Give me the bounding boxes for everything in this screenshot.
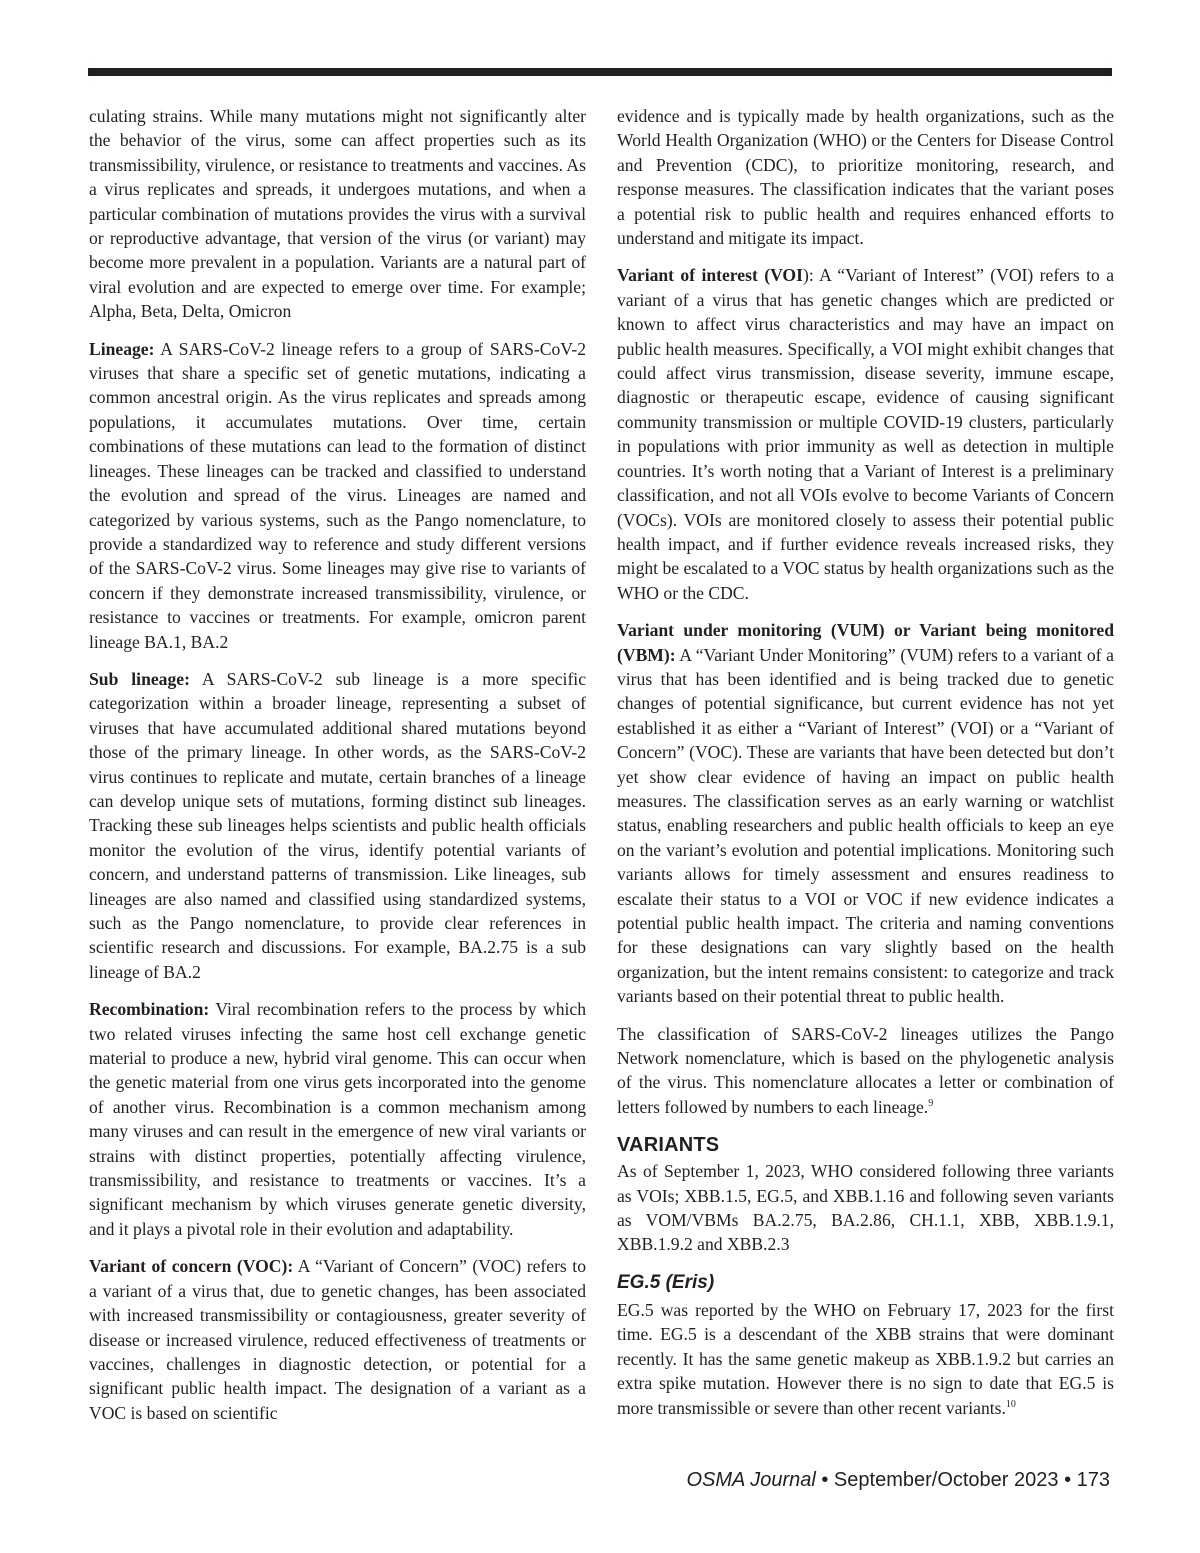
vum-paragraph [617,618,1114,1009]
intro-paragraph [89,104,586,324]
voc-continued-paragraph [617,104,1114,250]
eg5-text: EG.5 was reported by the WHO on February 17, 2023 for the first time. EG.5 is a descendant of the XBB strains that were dominant recently. It has the same genetic makeup as XBB.1.9.2 but carries an extra spike mutation. However there is no sign to date that EG.5 is more transmissible or severe than other recent variants. [617,1299,1114,1418]
intro-text: culating strains. While many mutations might not significantly alter the behavior of the virus, some can affect properties such as its transmissibility, virulence, or resistance to treatments and vaccines. As a virus replicates and spreads, it undergoes mutations, and when a particular combination of mutations provides the virus with a survival or reproductive advantage, that version of the virus (or variant) may become more prevalent in a population. Variants are a natural part of viral evolution and are expected to emerge over time. For example; Alpha, Beta, Delta, Omicron [89,106,586,322]
vum-definition: A “Variant Under Monitoring” (VUM) refers to a variant of a virus that has been identified and is being tracked due to genetic changes of potential significance, but current evidence has not yet established it as either a “Variant of Interest” (VOI) or a “Variant of Concern” (VOC). These are variants that have been detected but don’t yet show clear evidence of having an impact on public health measures. The classification serves as an early warning or watchlist status, enabling researchers and public health officials to keep an eye on the variant’s evolution and potential implications. Monitoring such variants allows for timely assessment and ensures readiness to escalate their status to a VOI or VOC if new evidence indicates a potential public health impact. The criteria and naming conventions for these designations can vary slightly based on the health organization, but the intent remains consistent: to categorize and track variants based on their potential threat to public health. [617,644,1114,1007]
page-footer [687,1467,1111,1493]
sublineage-definition: A SARS-CoV-2 sub lineage is a more specific categorization within a broader lineage, representing a subset of viruses that have accumulated additional shared mutations beyond those of the primary lineage. In other words, as the SARS-CoV-2 virus continues to replicate and mutate, certain branches of a lineage can develop unique sets of mutations, forming distinct sub lineages. Tracking these sub lineages helps scientists and public health officials monitor the evolution of the virus, identify potential variants of concern, and understand patterns of transmission. Like lineages, sub lineages are also named and classified using standardized systems, such as the Pango nomenclature, to provide clear references in scientific research and discussions. For example, BA.2.75 is a sub lineage of BA.2 [89,668,587,982]
voi-definition: ): A “Variant of Interest” (VOI) refers to a variant of a virus that has genetic changes which are predicted or known to affect virus characteristics and may have an impact on public health measures. Specifically, a VOI might exhibit changes that could affect virus transmission, disease severity, immune escape, diagnostic or therapeutic escape, evidence of causing significant community transmission or multiple COVID-19 clusters, particularly in populations with prior immunity as well as detection in multiple countries. It’s worth noting that a Variant of Interest is a preliminary classification, and not all VOIs evolve to become Variants of Concern (VOCs). VOIs are monitored closely to assess their potential public health impact, and if further evidence reveals increased risks, they might be escalated to a VOC status by health organizations such as the WHO or the CDC. [617,265,1115,603]
pango-text: The classification of SARS-CoV-2 lineages utilizes the Pango Network nomenclature, which is based on the phylogenetic analysis of the virus. This nomenclature allocates a letter or combination of letters followed by numbers to each lineage. [617,1023,1114,1117]
header-rule [88,68,1112,76]
voi-term: Variant of interest (VOI [617,265,803,286]
right-column [617,104,1114,1433]
lineage-paragraph [89,337,586,654]
recombination-paragraph [89,997,586,1241]
lineage-term: Lineage: [89,338,155,359]
journal-name: OSMA Journal [686,1469,816,1491]
voc-paragraph [89,1254,586,1425]
voc-definition: A “Variant of Concern” (VOC) refers to a variant of a virus that, due to genetic changes, has been associated with increased transmissibility or contagiousness, greater severity of disease or increased virulence, reduced effectiveness of treatments or vaccines, challenges in diagnostic detection, or potential for a significant public health impact. The designation of a variant as a VOC is based on scientific [89,1256,586,1423]
voi-paragraph [617,263,1114,605]
voc-continued-text: evidence and is typically made by health organizations, such as the World Health Organization (WHO) or the Centers for Disease Control and Prevention (CDC), to prioritize monitoring, research, and response measures. The classification indicates that the variant poses a potential risk to public health and requires enhanced efforts to understand and mitigate its impact. [617,106,1114,249]
variants-paragraph [617,1159,1114,1257]
reference-10: 10 [1005,1398,1016,1410]
pango-paragraph [617,1022,1114,1120]
eg5-paragraph [617,1298,1114,1420]
recombination-term: Recombination: [89,999,210,1020]
left-column [89,104,586,1438]
variants-heading: VARIANTS [617,1134,720,1157]
vum-term: Variant under monitoring (VUM) or Variant being monitored (VBM): [617,620,1114,665]
reference-9: 9 [928,1097,934,1109]
recombination-definition: Viral recombination refers to the process by which two related viruses infecting the same host cell exchange genetic material to produce a new, hybrid viral genome. This can occur when the genetic material from one virus gets incorporated into the genome of another virus. Recombination is a common mechanism among many viruses and can result in the emergence of new viral variants or strains with distinct properties, potentially affecting virulence, transmissibility, and resistance to treatments or vaccines. It’s a significant mechanism by which viruses generate genetic diversity, and it plays a pivotal role in their evolution and adaptability. [89,999,586,1239]
voc-term: Variant of concern (VOC): [89,1256,294,1277]
variants-text: As of September 1, 2023, WHO considered following three variants as VOIs; XBB.1.5, EG.5, and XBB.1.16 and following seven variants as VOM/VBMs BA.2.75, BA.2.86, CH.1.1, XBB, XBB.1.9.1, XBB.1.9.2 and XBB.2.3 [617,1161,1114,1255]
sublineage-paragraph [89,667,586,984]
page-number: 173 [1076,1469,1110,1491]
lineage-definition: A SARS-CoV-2 lineage refers to a group of SARS-CoV-2 viruses that share a specific set of genetic mutations, indicating a common ancestral origin. As the virus replicates and spreads among populations, it accumulates mutations. Over time, certain combinations of these mutations can lead to the formation of distinct lineages. These lineages can be tracked and classified to understand the evolution and spread of the virus. Lineages are named and categorized by various systems, such as the Pango nomenclature, to provide a standardized way to reference and study different versions of the SARS-CoV-2 virus. Some lineages may give rise to variants of concern if they demonstrate increased transmissibility, virulence, or resistance to vaccines or treatments. For example, omicron parent lineage BA.1, BA.2 [89,338,586,652]
issue-date: • September/October 2023 • [815,1469,1077,1491]
eg5-heading: EG.5 (Eris) [617,1271,715,1293]
sublineage-term: Sub lineage: [89,668,190,689]
